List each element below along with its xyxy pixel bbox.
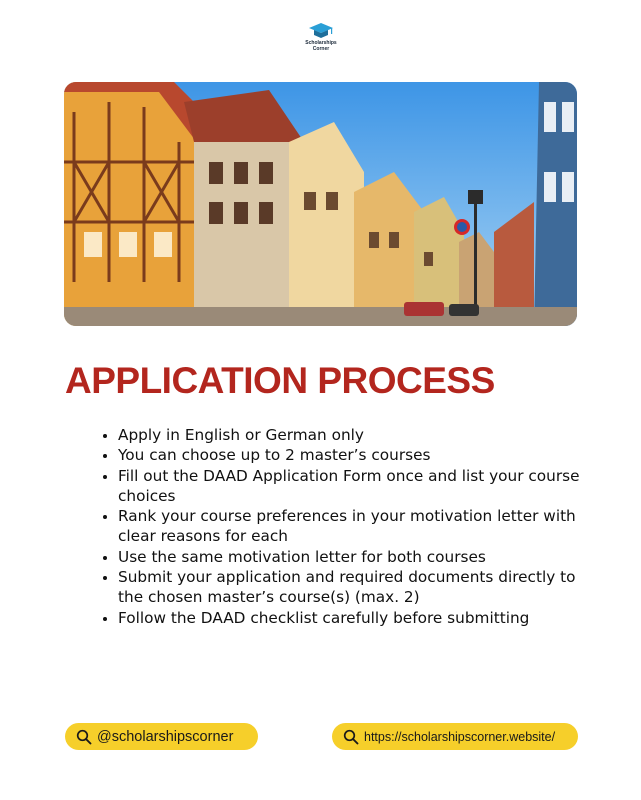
list-item: • Follow the DAAD checklist carefully before submitting [118,608,588,628]
website-pill[interactable] [332,723,578,750]
list-item: • You can choose up to 2 master’s courses [118,445,588,465]
bullet-list [102,425,588,628]
search-icon [76,729,92,745]
brand-logo [296,22,346,62]
list-item: • Submit your application and required documents directly to the chosen master’s course(s) (max. 2) [118,567,588,608]
list-item: • Rank your course preferences in your motivation letter with clear reasons for each [118,506,588,547]
hero-image [64,82,577,326]
graduation-cap-icon [308,22,334,40]
list-item: • Apply in English or German only [118,425,588,445]
social-handle: @scholarshipscorner [97,728,234,745]
list-item: • Use the same motivation letter for both courses [118,547,588,567]
search-icon [343,729,359,745]
website-url: https://scholarshipscorner.website/ [364,729,556,744]
list-item: • Fill out the DAAD Application Form once and list your course choices [118,466,588,507]
social-handle-pill[interactable] [65,723,258,750]
page-title: APPLICATION PROCESS [65,360,495,401]
logo-text: Scholarships Corner [305,40,337,52]
